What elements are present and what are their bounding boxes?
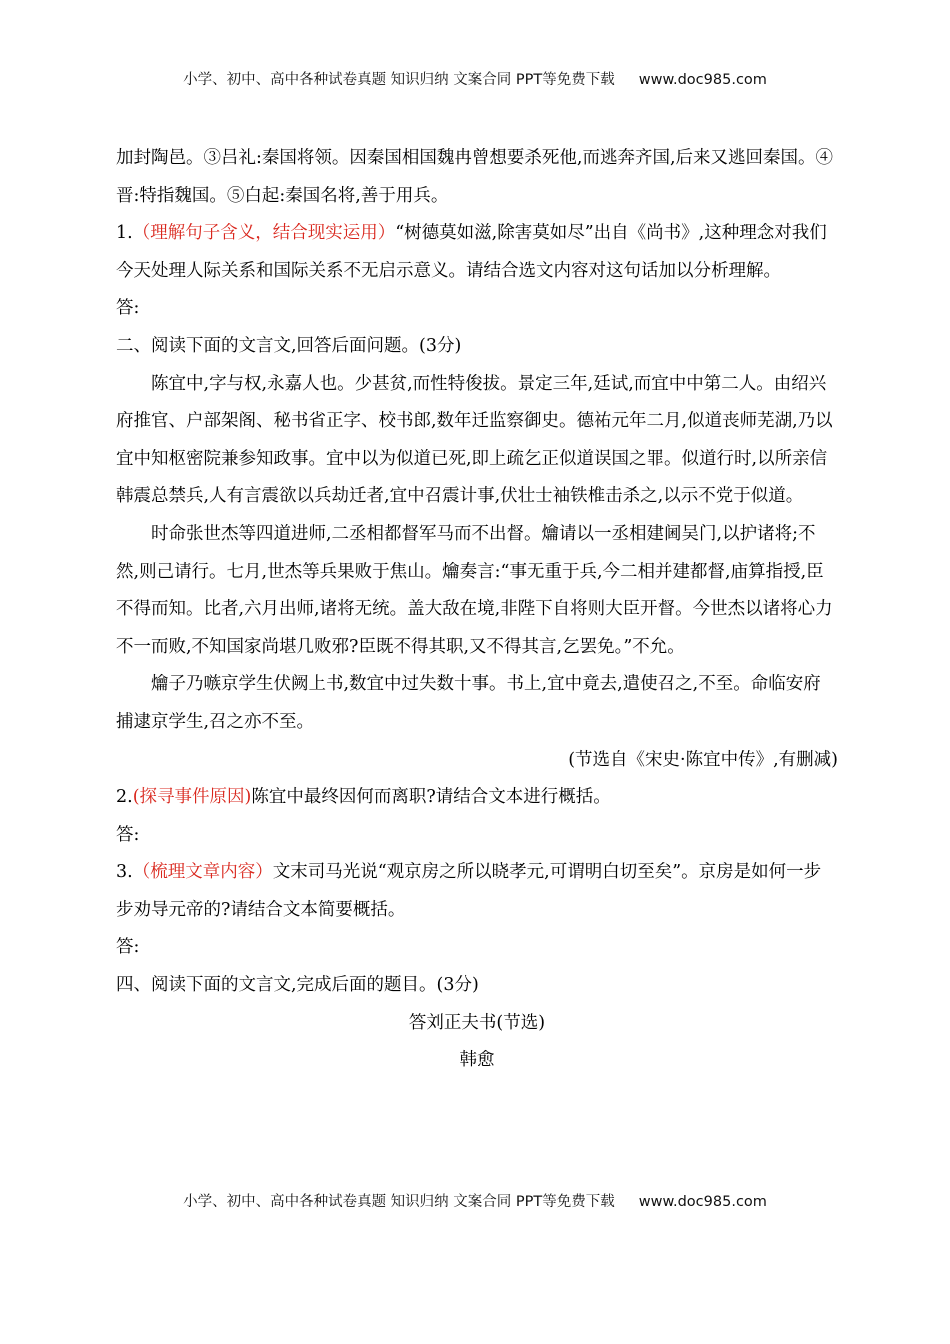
question-number: 3. [116, 862, 133, 883]
question-1 [116, 215, 838, 290]
header-site[interactable]: www.doc985.com [638, 72, 767, 88]
passage-paragraph-3: 爚子乃嗾京学生伏阙上书,数宜中过失数十事。书上,宜中竟去,遣使召之,不至。命临安府捕逮京学生,召之亦不至。 [116, 674, 821, 732]
question-text: 文末司马光说“观京房之所以晓孝元,可谓明白切至矣”。京房是如何一步步劝导元帝的?请结合文本简要概括。 [116, 862, 822, 920]
answer-label-2: 答: [116, 824, 140, 845]
document-body [116, 140, 838, 1080]
header-text: 小学、初中、高中各种试卷真题 知识归纳 文案合同 PPT等免费下载 [183, 72, 615, 88]
answer-label-1: 答: [116, 298, 140, 319]
question-text: 陈宜中最终因何而离职?请结合文本进行概括。 [251, 787, 611, 808]
notes-paragraph: 加封陶邑。③吕礼:秦国将领。因秦国相国魏冉曾想要杀死他,而逃奔齐国,后来又逃回秦国。④晋:特指魏国。⑤白起:秦国名将,善于用兵。 [116, 148, 834, 206]
section-4-title: 四、阅读下面的文言文,完成后面的题目。(3分) [116, 975, 479, 996]
section-2-title: 二、阅读下面的文言文,回答后面问题。(3分) [116, 335, 462, 356]
article-title: 答刘正夫书(节选) [408, 1012, 546, 1033]
passage-paragraph-2: 时命张世杰等四道进师,二丞相都督军马而不出督。爚请以一丞相建阃吴门,以护诸将;不然,则己请行。七月,世杰等兵果败于焦山。爚奏言:“事无重于兵,今二相并建都督,庙算指授,臣不得而知。比者,六月出师,诸将无统。盖大敌在境,非陛下自将则大臣开督。今世杰以诸将心力不一而败,不知国家尚堪几败邪?臣既不得其职,又不得其言,乞罢免。”不允。 [116, 523, 833, 657]
question-3 [116, 854, 838, 929]
passage-paragraph-1: 陈宜中,字与权,永嘉人也。少甚贫,而性特俊拔。景定三年,廷试,而宜中中第二人。由绍兴府推官、户部架阁、秘书省正字、校书郎,数年迁监察御史。德祐元年二月,似道丧师芜湖,乃以宜中知枢密院兼参知政事。宜中以为似道已死,即上疏乞正似道误国之罪。似道行时,以所亲信韩震总禁兵,人有言震欲以兵劫迁者,宜中召震计事,伏壮士袖铁椎击杀之,以示不党于似道。 [116, 373, 833, 507]
question-text: “树德莫如滋,除害莫如尽”出自《尚书》,这种理念对我们今天处理人际关系和国际关系不无启示意义。请结合选文内容对这句话加以分析理解。 [116, 223, 827, 281]
footer-site[interactable]: www.doc985.com [638, 1194, 767, 1210]
footer-text: 小学、初中、高中各种试卷真题 知识归纳 文案合同 PPT等免费下载 [183, 1194, 615, 1210]
page-header [0, 68, 950, 89]
question-number: 1. [116, 223, 133, 244]
passage-source: (节选自《宋史·陈宜中传》,有删减) [568, 749, 838, 770]
question-tag: （梳理文章内容） [132, 862, 273, 883]
article-author: 韩愈 [459, 1050, 495, 1071]
question-tag: （理解句子含义，结合现实运用） [132, 223, 396, 244]
answer-label-3: 答: [116, 937, 140, 958]
question-number: 2. [116, 787, 133, 808]
page-footer [0, 1190, 950, 1211]
question-tag: (探寻事件原因) [132, 787, 252, 808]
question-2 [116, 779, 838, 817]
